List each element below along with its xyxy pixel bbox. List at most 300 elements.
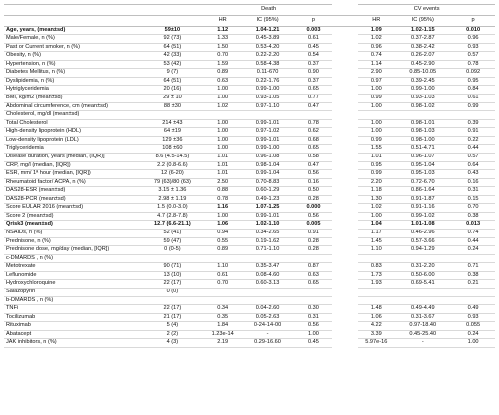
cell-gap — [332, 195, 358, 203]
cell-death-ic: 0.49-1.23 — [240, 195, 295, 203]
cox-regression-table — [4, 4, 495, 348]
cell-gap — [332, 187, 358, 195]
cell-gap — [332, 94, 358, 102]
cell-cv-hr: 1.06 — [358, 313, 394, 321]
cell-gap — [332, 77, 358, 85]
cell-cv-ic: 0.69-5.41 — [394, 280, 451, 288]
cell-death-hr: 0.89 — [205, 246, 240, 254]
cell-gap — [332, 27, 358, 35]
cell-death-p: 0.28 — [295, 237, 332, 245]
cell-death-hr: 1.00 — [205, 86, 240, 94]
cell-cv-hr: 3.39 — [358, 330, 394, 338]
cell-death-hr — [205, 254, 240, 262]
cell-gap — [332, 221, 358, 229]
death-hr-header: HR — [205, 16, 240, 27]
cell-value: 92 (73) — [140, 35, 206, 43]
table-row — [4, 330, 495, 338]
cell-death-ic — [240, 288, 295, 296]
table-row — [4, 195, 495, 203]
table-row — [4, 237, 495, 245]
cell-death-hr: 0.70 — [205, 280, 240, 288]
cell-death-hr — [205, 111, 240, 119]
table-row — [4, 313, 495, 321]
table-row — [4, 69, 495, 77]
cell-cv-p: 0.70 — [451, 204, 495, 212]
table-row — [4, 86, 495, 94]
cell-death-ic: 1.07-1.25 — [240, 204, 295, 212]
table-row — [4, 162, 495, 170]
cell-death-hr: 0.94 — [205, 229, 240, 237]
cell-value: 88 ±30 — [140, 102, 206, 110]
cell-value: 9 (7) — [140, 69, 206, 77]
cell-cv-hr: 1.04 — [358, 221, 394, 229]
death-ic-header: IC (95%) — [240, 16, 295, 27]
cell-death-ic: 0.93-1.05 — [240, 94, 295, 102]
cell-cv-hr: 1.00 — [358, 128, 394, 136]
cell-cv-ic: 0.98-1.00 — [394, 136, 451, 144]
cell-death-hr: 0.63 — [205, 77, 240, 85]
cell-value: 59 (47) — [140, 237, 206, 245]
cell-cv-ic: 0.26-2.07 — [394, 52, 451, 60]
cell-death-p — [295, 111, 332, 119]
cell-cv-ic — [394, 254, 451, 262]
cell-value: 3.15 ± 1.36 — [140, 187, 206, 195]
cell-value: 2 (2) — [140, 330, 206, 338]
cell-variable: Diabetes Mellitus, n (%) — [4, 69, 140, 77]
cell-cv-hr: 1.00 — [358, 119, 394, 127]
cell-cv-ic: 0.93-1.03 — [394, 94, 451, 102]
cell-death-p: 0.91 — [295, 229, 332, 237]
cell-gap — [332, 162, 358, 170]
cell-variable: Rituximab — [4, 322, 140, 330]
header-value-blank — [140, 5, 206, 16]
table-row — [4, 271, 495, 279]
cell-gap — [332, 128, 358, 136]
table-row — [4, 102, 495, 110]
cell-death-p: 0.37 — [295, 77, 332, 85]
cell-variable: Disease duration, years [median, (IQR)] — [4, 153, 140, 161]
cell-cv-ic: 0.38-2.42 — [394, 43, 451, 51]
cell-value: 108 ±60 — [140, 145, 206, 153]
cell-cv-hr: 1.01 — [358, 153, 394, 161]
cell-cv-hr: 1.45 — [358, 237, 394, 245]
cell-cv-ic: 0.72-6.70 — [394, 178, 451, 186]
cell-death-hr: 1.00 — [205, 119, 240, 127]
cell-variable: Rheumatoid factor/ ACPA, n (%) — [4, 178, 140, 186]
cell-death-ic: 0.22-2.20 — [240, 52, 295, 60]
cell-variable: Metotrexate — [4, 263, 140, 271]
cell-variable: c-DMARDS , n (%) — [4, 254, 140, 262]
cell-death-p — [295, 288, 332, 296]
cell-death-hr: 2.19 — [205, 339, 240, 347]
cell-variable: Leflunomide — [4, 271, 140, 279]
cell-death-ic: 0.19-1.62 — [240, 237, 295, 245]
cell-value: 12.7 (6.6-21.1) — [140, 221, 206, 229]
cell-cv-hr: 1.55 — [358, 145, 394, 153]
cell-death-ic: 0.53-4.20 — [240, 43, 295, 51]
cell-death-p: 0.56 — [295, 322, 332, 330]
cell-cv-p: 0.44 — [451, 237, 495, 245]
cell-gap — [332, 52, 358, 60]
cell-cv-p: 0.95 — [451, 77, 495, 85]
cell-cv-ic — [394, 111, 451, 119]
cell-cv-ic: 0.98-1.02 — [394, 102, 451, 110]
cell-cv-ic: 0.57-3.66 — [394, 237, 451, 245]
cell-variable: Low-density lipoprotein (LDL) — [4, 136, 140, 144]
table-row — [4, 153, 495, 161]
cell-value: 90 (71) — [140, 263, 206, 271]
cell-gap — [332, 178, 358, 186]
table-row — [4, 111, 495, 119]
table-row — [4, 136, 495, 144]
table-row — [4, 145, 495, 153]
cell-cv-hr: 0.99 — [358, 94, 394, 102]
cell-death-hr: 1.00 — [205, 94, 240, 102]
cell-death-hr: 1.06 — [205, 221, 240, 229]
cell-death-ic: 0.04-2.60 — [240, 305, 295, 313]
cell-value: 20 (16) — [140, 86, 206, 94]
cell-death-ic — [240, 297, 295, 305]
cell-death-ic: 0.98-1.04 — [240, 162, 295, 170]
cell-death-p: 0.56 — [295, 212, 332, 220]
cell-death-hr: 1.00 — [205, 145, 240, 153]
cell-cv-p: 0.71 — [451, 263, 495, 271]
cell-gap — [332, 246, 358, 254]
cell-gap — [332, 322, 358, 330]
cell-cv-p: 0.44 — [451, 145, 495, 153]
cell-value: 42 (33) — [140, 52, 206, 60]
cell-cv-hr: 1.00 — [358, 86, 394, 94]
cell-cv-ic: 0.96-1.07 — [394, 153, 451, 161]
cell-cv-ic — [394, 288, 451, 296]
cell-cv-p: 0.39 — [451, 119, 495, 127]
cell-cv-p — [451, 288, 495, 296]
group-gap — [332, 5, 358, 16]
cell-cv-p: 0.78 — [451, 60, 495, 68]
cell-death-ic: 0.99-1.01 — [240, 212, 295, 220]
cell-gap — [332, 102, 358, 110]
cell-value: 64 (51) — [140, 43, 206, 51]
cell-cv-hr: 0.96 — [358, 43, 394, 51]
table-row — [4, 254, 495, 262]
cell-death-ic: 1.04-1.21 — [240, 27, 295, 35]
cell-gap — [332, 145, 358, 153]
cell-gap — [332, 313, 358, 321]
cell-cv-hr — [358, 288, 394, 296]
table-row — [4, 43, 495, 51]
cell-gap — [332, 212, 358, 220]
cell-death-p: 0.000 — [295, 204, 332, 212]
cell-death-hr — [205, 288, 240, 296]
cell-death-hr: 1.10 — [205, 263, 240, 271]
cell-cv-p: 0.24 — [451, 246, 495, 254]
cell-value: 0 (0) — [140, 288, 206, 296]
table-row — [4, 297, 495, 305]
cell-cv-p: 0.38 — [451, 271, 495, 279]
death-p-header: p — [295, 16, 332, 27]
cell-gap — [332, 153, 358, 161]
cell-death-p: 1.00 — [295, 330, 332, 338]
cell-death-p: 0.28 — [295, 246, 332, 254]
cell-variable: JAK inhibitors, n (%) — [4, 339, 140, 347]
cell-cv-hr — [358, 111, 394, 119]
group-death-header: Death — [205, 5, 332, 16]
cell-death-p: 0.90 — [295, 69, 332, 77]
cell-death-ic: 0.29-16.60 — [240, 339, 295, 347]
cell-value: 214 ±43 — [140, 119, 206, 127]
cell-variable: High-density lipoprotein (HDL) — [4, 128, 140, 136]
cell-cv-ic: 0.45-25.40 — [394, 330, 451, 338]
cell-value: 22 (17) — [140, 280, 206, 288]
cell-cv-hr: 0.83 — [358, 263, 394, 271]
cell-cv-ic: 0.99-1.02 — [394, 212, 451, 220]
cell-cv-ic: 0.98-1.03 — [394, 128, 451, 136]
cv-ic-header: IC (95%) — [394, 16, 451, 27]
cell-death-hr: 1.01 — [205, 162, 240, 170]
cell-death-hr: 1.23e-14 — [205, 330, 240, 338]
cell-cv-ic: 0.86-1.64 — [394, 187, 451, 195]
cell-death-ic: 0.08-4.60 — [240, 271, 295, 279]
cell-value: 1.5 (0.0-3.0) — [140, 204, 206, 212]
cell-variable: Hypertension, n (%) — [4, 60, 140, 68]
cell-death-ic: - — [240, 330, 295, 338]
cell-cv-p: 0.013 — [451, 221, 495, 229]
cell-variable: Hytriglyceridemia — [4, 86, 140, 94]
cell-cv-ic: 0.95-1.03 — [394, 170, 451, 178]
cell-death-ic: 0.99-1.04 — [240, 170, 295, 178]
cell-death-p: 0.37 — [295, 60, 332, 68]
sub-header-row — [4, 16, 495, 27]
cell-variable: Total Cholesterol — [4, 119, 140, 127]
cell-death-ic: 0.99-1.00 — [240, 145, 295, 153]
cell-cv-hr: 1.02 — [358, 204, 394, 212]
cell-variable: Score EULAR 2016 (mean±sd) — [4, 204, 140, 212]
cv-hr-header: HR — [358, 16, 394, 27]
cell-death-ic — [240, 111, 295, 119]
cell-death-ic: 0-24-14-00 — [240, 322, 295, 330]
cell-death-p: 0.87 — [295, 263, 332, 271]
cell-death-p: 0.16 — [295, 178, 332, 186]
cell-death-p: 0.003 — [295, 27, 332, 35]
cell-cv-ic: 0.49-4.49 — [394, 305, 451, 313]
table-row — [4, 119, 495, 127]
cell-death-hr: 0.35 — [205, 313, 240, 321]
cell-gap — [332, 305, 358, 313]
cell-gap — [332, 297, 358, 305]
cell-cv-ic: 0.97-18.40 — [394, 322, 451, 330]
cell-death-ic: 0.34-2.65 — [240, 229, 295, 237]
table-row — [4, 204, 495, 212]
cell-death-p: 0.30 — [295, 305, 332, 313]
cell-death-hr: 1.00 — [205, 136, 240, 144]
cell-cv-ic: 0.50-6.00 — [394, 271, 451, 279]
cell-death-p: 0.50 — [295, 187, 332, 195]
cell-value: 22 (17) — [140, 305, 206, 313]
cell-value: 29 ± 10 — [140, 94, 206, 102]
cell-cv-ic: 0.46-2.96 — [394, 229, 451, 237]
cell-variable: DAS28-ESR (mean±sd) — [4, 187, 140, 195]
cell-gap — [332, 254, 358, 262]
cell-death-p: 0.005 — [295, 221, 332, 229]
cell-cv-ic: 0.91-1.16 — [394, 204, 451, 212]
cell-gap — [332, 60, 358, 68]
cell-death-hr: 0.78 — [205, 195, 240, 203]
cell-cv-hr: 2.90 — [358, 69, 394, 77]
cell-death-ic: 0.05-2.63 — [240, 313, 295, 321]
cell-death-p: 0.65 — [295, 280, 332, 288]
cv-p-header: p — [451, 16, 495, 27]
table-row — [4, 77, 495, 85]
cell-cv-ic: 0.31-3.67 — [394, 313, 451, 321]
cell-variable: CRP, mg/l (median, [IQR]) — [4, 162, 140, 170]
cell-death-p: 0.65 — [295, 145, 332, 153]
cell-death-ic: 0.70-8.83 — [240, 178, 295, 186]
cell-cv-hr: 1.00 — [358, 212, 394, 220]
cell-death-p: 0.56 — [295, 170, 332, 178]
cell-death-hr: 0.88 — [205, 187, 240, 195]
cell-death-p: 0.68 — [295, 136, 332, 144]
cell-death-p — [295, 297, 332, 305]
cell-cv-p: 0.74 — [451, 229, 495, 237]
cell-cv-hr: 1.00 — [358, 102, 394, 110]
cell-death-p: 0.47 — [295, 102, 332, 110]
cell-cv-hr: 0.99 — [358, 136, 394, 144]
cell-value: 5 (4) — [140, 322, 206, 330]
cell-death-ic: 0.45-3.89 — [240, 35, 295, 43]
cell-death-p: 0.65 — [295, 86, 332, 94]
cell-gap — [332, 288, 358, 296]
cell-death-ic: 0.96-1.08 — [240, 153, 295, 161]
cell-cv-hr: 1.73 — [358, 271, 394, 279]
cell-death-p: 0.28 — [295, 195, 332, 203]
cell-death-hr: 1.33 — [205, 35, 240, 43]
cell-gap — [332, 35, 358, 43]
cell-value: 4.7 (2.8-7.8) — [140, 212, 206, 220]
cell-cv-p: 1.00 — [451, 339, 495, 347]
cell-death-ic: 0.35-3.47 — [240, 263, 295, 271]
cell-death-p: 0.47 — [295, 162, 332, 170]
cell-cv-hr: 2.20 — [358, 178, 394, 186]
cell-gap — [332, 69, 358, 77]
table-row — [4, 94, 495, 102]
cell-cv-hr: 0.97 — [358, 77, 394, 85]
cell-death-hr: 1.16 — [205, 204, 240, 212]
cell-cv-ic: 0.91-1.87 — [394, 195, 451, 203]
cell-value — [140, 297, 206, 305]
cell-cv-p: 0.092 — [451, 69, 495, 77]
cell-death-ic: 0.58-4.38 — [240, 60, 295, 68]
cell-variable: Dyslipidemia, n (%) — [4, 77, 140, 85]
cell-death-p: 0.62 — [295, 128, 332, 136]
cell-gap — [332, 263, 358, 271]
cell-death-hr: 1.00 — [205, 128, 240, 136]
cell-cv-ic: 0.31-2.20 — [394, 263, 451, 271]
cell-gap — [332, 170, 358, 178]
cell-value — [140, 111, 206, 119]
cell-cv-hr: 1.48 — [358, 305, 394, 313]
cell-cv-ic: - — [394, 339, 451, 347]
cell-cv-p — [451, 111, 495, 119]
cell-cv-hr: 0.95 — [358, 162, 394, 170]
cell-cv-p: 0.91 — [451, 128, 495, 136]
cell-death-ic: 0.22-1.76 — [240, 77, 295, 85]
table-row — [4, 246, 495, 254]
cell-death-hr: 0.89 — [205, 69, 240, 77]
cell-cv-p: 0.57 — [451, 52, 495, 60]
cell-death-hr: 1.02 — [205, 102, 240, 110]
cell-value — [140, 254, 206, 262]
cell-variable: Score 2 (mean±sd) — [4, 212, 140, 220]
cell-cv-p: 0.61 — [451, 94, 495, 102]
cell-variable: Tocilizumab — [4, 313, 140, 321]
cell-cv-p: 0.010 — [451, 27, 495, 35]
cell-death-hr: 0.34 — [205, 305, 240, 313]
table-row — [4, 229, 495, 237]
cell-death-hr: 0.70 — [205, 52, 240, 60]
cell-death-ic: 0.60-1.29 — [240, 187, 295, 195]
cell-cv-ic: 0.51-4.71 — [394, 145, 451, 153]
cell-death-p: 0.63 — [295, 271, 332, 279]
cell-value: 2.2 (0.8-6.6) — [140, 162, 206, 170]
cell-gap — [332, 86, 358, 94]
table-row — [4, 35, 495, 43]
cell-cv-p: 0.93 — [451, 43, 495, 51]
cell-death-ic: 0.71-1.10 — [240, 246, 295, 254]
cell-value: 0 (0-5) — [140, 246, 206, 254]
cell-cv-ic — [394, 297, 451, 305]
cell-gap — [332, 280, 358, 288]
cell-variable: BMI, kg/m2 (mean±sd) — [4, 94, 140, 102]
cell-cv-p — [451, 254, 495, 262]
cell-variable: Past or Current smoker, n (%) — [4, 43, 140, 51]
cell-cv-ic: 0.85-10.05 — [394, 69, 451, 77]
cell-value: 64 (51) — [140, 77, 206, 85]
cell-death-p: 0.54 — [295, 52, 332, 60]
cell-death-hr: 1.01 — [205, 153, 240, 161]
cell-value: 2.98 ± 1.19 — [140, 195, 206, 203]
cell-cv-p: 0.21 — [451, 280, 495, 288]
cell-cv-ic: 0.98-1.01 — [394, 119, 451, 127]
cell-death-ic: 0.99-1.01 — [240, 136, 295, 144]
cell-cv-p: 0.055 — [451, 322, 495, 330]
cell-cv-p: 0.57 — [451, 153, 495, 161]
cell-gap — [332, 330, 358, 338]
table-row — [4, 221, 495, 229]
cell-cv-p — [451, 297, 495, 305]
cell-value: 79 (63)/80 (63) — [140, 178, 206, 186]
cell-death-hr: 1.00 — [205, 212, 240, 220]
cell-variable: Male/Female, n (%) — [4, 35, 140, 43]
group-header-row — [4, 5, 495, 16]
cell-variable: NSAIDs, n (%) — [4, 229, 140, 237]
cell-variable: ESR, mm/ 1ª hour (median, [IQR]) — [4, 170, 140, 178]
cell-cv-p: 0.64 — [451, 162, 495, 170]
cell-death-hr: 1.01 — [205, 170, 240, 178]
cell-value: 52 (41) — [140, 229, 206, 237]
cell-death-p: 0.31 — [295, 313, 332, 321]
cell-death-ic: 1.02-1.10 — [240, 221, 295, 229]
cell-cv-ic: 0.94-1.29 — [394, 246, 451, 254]
cell-variable: Triglyceridemia — [4, 145, 140, 153]
cell-cv-hr: 1.18 — [358, 187, 394, 195]
cell-cv-hr — [358, 297, 394, 305]
cell-variable: Abdominal circumference, cm (mean±sd) — [4, 102, 140, 110]
cell-cv-p: 0.93 — [451, 313, 495, 321]
table-row — [4, 288, 495, 296]
cell-death-hr — [205, 297, 240, 305]
cell-death-p: 0.45 — [295, 339, 332, 347]
cell-gap — [332, 43, 358, 51]
